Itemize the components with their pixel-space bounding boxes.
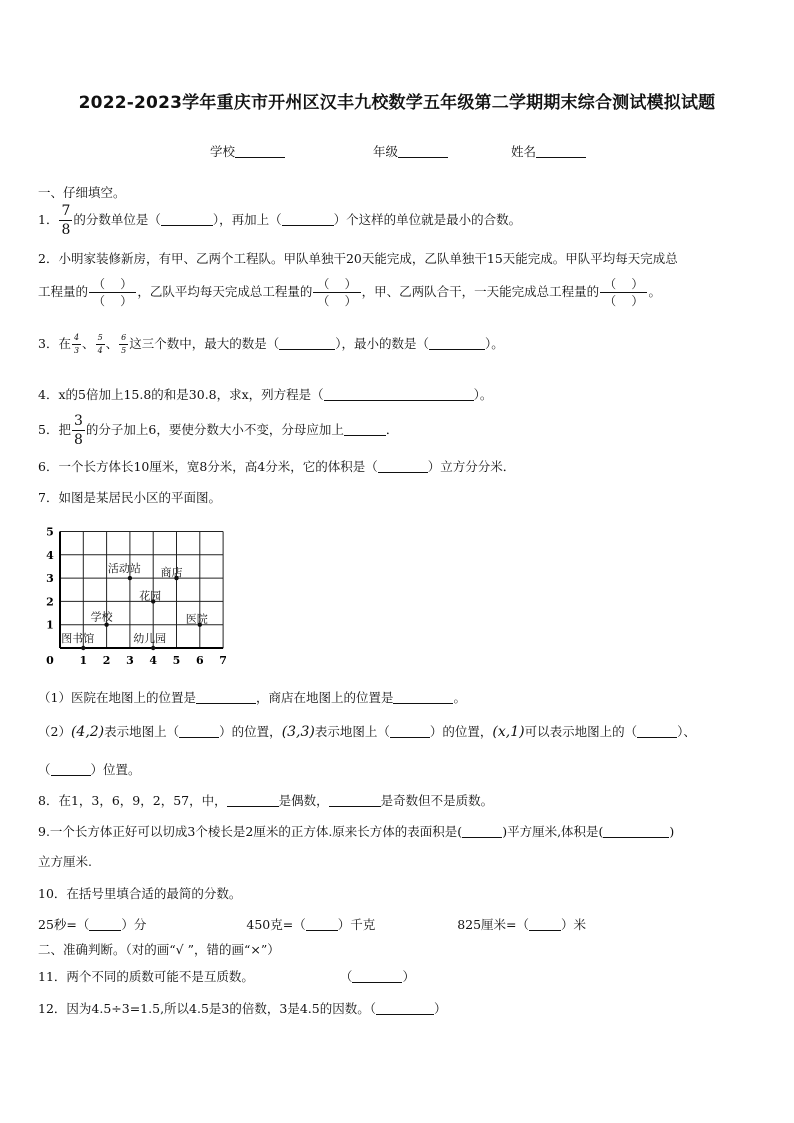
q7-2b-text-2: ）位置。 xyxy=(90,762,141,777)
x-tick-label: 7 xyxy=(219,654,227,667)
q7-2-text-7: ）、 xyxy=(677,724,696,739)
q11-blank[interactable] xyxy=(352,968,402,983)
map-place-label: 花园 xyxy=(139,589,162,603)
x-tick-label: 1 xyxy=(79,654,88,667)
q10-b-text-2: ）千克 xyxy=(337,917,376,932)
question-7-sub-2 xyxy=(38,722,696,740)
q3-text-2: 这三个数中，最大的数是（ xyxy=(129,336,280,351)
q7-1-text-1: （1）医院在地图上的位置是 xyxy=(38,690,196,705)
q3-sep-1: 、 xyxy=(82,336,95,351)
name-label: 姓名 xyxy=(510,144,536,159)
q10-blank-1[interactable] xyxy=(89,916,121,931)
q2-text-1: 工程量的 xyxy=(38,284,89,299)
q11-text-1: 11．两个不同的质数可能不是互质数。 xyxy=(38,969,254,984)
q2-fraction-blank-2[interactable]: $\frac{( )}{( )}$ xyxy=(313,278,360,307)
q1-blank-2[interactable] xyxy=(282,211,334,226)
q11-text-3: ） xyxy=(402,969,415,984)
question-7-sub-2b xyxy=(38,760,141,778)
q10-a-text-1: 25秒=（ xyxy=(38,917,90,932)
q3-text-1: 3．在 xyxy=(38,336,71,351)
q10-b-text-1: 450克=（ xyxy=(246,917,306,932)
question-11 xyxy=(38,967,415,985)
q7-2-text-2: 表示地图上（ xyxy=(104,724,180,739)
q10-blank-3[interactable] xyxy=(529,916,561,931)
question-9 xyxy=(38,822,674,840)
q7-2-blank-4[interactable] xyxy=(51,761,91,776)
question-8 xyxy=(38,791,493,809)
q8-blank-2[interactable] xyxy=(329,792,381,807)
q5-fraction: $\frac{3}{8}$ xyxy=(73,413,83,448)
q3-text-3: ），最小的数是（ xyxy=(335,336,430,351)
question-12 xyxy=(38,999,446,1017)
q8-text-2: 是偶数， xyxy=(278,793,329,808)
map-point xyxy=(151,646,155,650)
q7-1-blank-1[interactable] xyxy=(196,689,256,704)
q9-text-1: 9.一个长方体正好可以切成3个棱长是2厘米的正方体.原来长方体的表面积是( xyxy=(38,824,463,839)
q2-text-4: 。 xyxy=(648,284,661,299)
q12-text-1: 12．因为4.5÷3=1.5,所以4.5是3的倍数，3是4.5的因数。（ xyxy=(38,1001,376,1016)
q4-blank[interactable] xyxy=(324,386,474,401)
q11-text-2: （ xyxy=(339,969,353,984)
q5-text-3: ． xyxy=(385,422,399,437)
question-3 xyxy=(38,334,504,355)
name-blank[interactable] xyxy=(536,143,586,158)
map-point xyxy=(81,646,85,650)
q7-2-text-6: 可以表示地图上的（ xyxy=(524,724,638,739)
y-tick-label: 2 xyxy=(46,595,54,609)
q7-1-text-2: ，商店在地图上的位置是 xyxy=(255,690,394,705)
question-5 xyxy=(38,414,398,447)
q7-2-text-3: ）的位置， xyxy=(219,724,282,739)
map-place-label: 商店 xyxy=(160,566,183,580)
question-10: 10．在括号里填合适的最简的分数。 xyxy=(38,886,242,901)
question-2-line-1: 2．小明家装修新房，有甲、乙两个工程队。甲队单独干20天能完成，乙队单独干15天能完成。甲队平均每天完成总 xyxy=(38,251,678,266)
map-place-label: 活动站 xyxy=(107,562,141,576)
q7-2-text-4: 表示地图上（ xyxy=(314,724,390,739)
map-place-label: 学校 xyxy=(90,610,113,624)
q1-text-2: ），再加上（ xyxy=(212,212,282,227)
q10-a-text-2: ）分 xyxy=(121,917,147,932)
q7-2-point-2: (3,3) xyxy=(281,724,315,740)
question-7: 7．如图是某居民小区的平面图。 xyxy=(38,490,221,505)
map-place-label: 图书馆 xyxy=(61,632,95,645)
q2-fraction-blank-1[interactable]: $\frac{( )}{( )}$ xyxy=(89,278,136,307)
x-tick-label: 0 xyxy=(46,654,54,667)
map-point xyxy=(128,576,132,580)
community-map xyxy=(38,520,238,672)
q7-2-blank-2[interactable] xyxy=(390,723,430,738)
q7-2-blank-3[interactable] xyxy=(637,723,677,738)
q7-2-text-1: （2） xyxy=(38,724,71,739)
q7-2-blank-1[interactable] xyxy=(179,723,219,738)
q3-text-4: ）。 xyxy=(485,336,504,351)
q6-text-2: ）立方分分米． xyxy=(427,459,516,474)
q2-text-2: ，乙队平均每天完成总工程量的 xyxy=(137,284,313,299)
q1-text: 的分数单位是（ xyxy=(73,212,161,227)
q2-text-3: ，甲、乙两队合干，一天能完成总工程量的 xyxy=(361,284,600,299)
q7-1-text-3: 。 xyxy=(453,690,466,705)
q1-fraction: $\frac{7}{8}$ xyxy=(61,203,71,238)
section-heading-2: 二、准确判断。（对的画“√ ”，错的画“×”） xyxy=(38,942,280,957)
q10-c-text-2: ）米 xyxy=(561,917,587,932)
q9-blank-2[interactable] xyxy=(603,823,669,838)
q8-text-3: 是奇数但不是质数。 xyxy=(380,793,494,808)
q4-text-1: 4．x的5倍加上15.8的和是30.8，求x，列方程是（ xyxy=(38,387,324,402)
map-place-label: 医院 xyxy=(185,612,208,626)
x-tick-label: 6 xyxy=(195,654,204,667)
q9-text-2: )平方厘米,体积是( xyxy=(502,824,604,839)
y-tick-label: 4 xyxy=(46,548,54,562)
y-tick-label: 1 xyxy=(46,618,54,632)
y-tick-label: 3 xyxy=(46,572,54,586)
school-blank[interactable] xyxy=(235,143,285,158)
q5-blank[interactable] xyxy=(344,421,386,436)
q6-blank[interactable] xyxy=(378,458,428,473)
q1-blank-1[interactable] xyxy=(161,211,213,226)
q9-text-3: ) xyxy=(669,824,675,839)
school-label: 学校 xyxy=(210,144,236,159)
q3-blank-1[interactable] xyxy=(279,335,335,350)
q12-blank[interactable] xyxy=(376,1000,434,1015)
q12-text-2: ） xyxy=(433,1001,447,1016)
x-tick-label: 2 xyxy=(102,654,111,667)
q7-2-text-5: ）的位置， xyxy=(429,724,493,739)
q3-fraction-2: $\frac{5}{4}$ xyxy=(97,333,103,355)
q8-text-1: 8．在1，3，6，9，2，57，中， xyxy=(38,793,227,808)
y-tick-label: 5 xyxy=(46,525,54,539)
question-1 xyxy=(38,204,521,237)
q9-blank-1[interactable] xyxy=(462,823,502,838)
question-4 xyxy=(38,385,492,403)
question-6 xyxy=(38,457,515,475)
q5-text-2: 的分子加上6，要使分数大小不变，分母应加上 xyxy=(85,422,344,437)
question-7-sub-1 xyxy=(38,688,466,706)
q8-blank-1[interactable] xyxy=(227,792,279,807)
question-10-items xyxy=(38,915,586,933)
q5-text-1: 5．把 xyxy=(38,422,71,437)
map-place-label: 幼儿园 xyxy=(133,632,167,645)
q10-blank-2[interactable] xyxy=(306,916,338,931)
question-9-line-2: 立方厘米. xyxy=(38,854,92,869)
q7-2-point-1: (4,2) xyxy=(70,724,105,740)
q6-text-1: 6．一个长方体长10厘米，宽8分米，高4分米，它的体积是（ xyxy=(38,459,378,474)
q1-text-3: ）个这样的单位就是最小的合数。 xyxy=(333,212,522,227)
q1-number: 1． xyxy=(38,212,59,227)
question-2-line-2 xyxy=(38,278,661,307)
q3-fraction-1: $\frac{4}{3}$ xyxy=(73,333,80,355)
x-tick-label: 4 xyxy=(149,654,158,667)
student-info xyxy=(210,142,586,160)
q3-blank-2[interactable] xyxy=(429,335,485,350)
q7-1-blank-2[interactable] xyxy=(393,689,453,704)
q3-fraction-3: $\frac{6}{5}$ xyxy=(121,333,127,355)
q7-2b-text-1: （ xyxy=(38,762,51,777)
x-tick-label: 3 xyxy=(126,654,134,667)
q4-text-2: ）。 xyxy=(473,387,493,402)
q3-sep-2: 、 xyxy=(105,336,119,351)
q10-c-text-1: 825厘米=（ xyxy=(457,917,530,932)
q2-fraction-blank-3[interactable]: $\frac{( )}{( )}$ xyxy=(600,278,647,307)
grade-blank[interactable] xyxy=(398,143,448,158)
x-tick-label: 5 xyxy=(172,654,181,667)
section-heading-1: 一、仔细填空。 xyxy=(38,185,126,200)
q7-2-point-3: (x,1) xyxy=(492,724,525,740)
page-title: 2022-2023学年重庆市开州区汉丰九校数学五年级第二学期期末综合测试模拟试题 xyxy=(78,93,716,113)
grade-label: 年级 xyxy=(372,144,398,159)
